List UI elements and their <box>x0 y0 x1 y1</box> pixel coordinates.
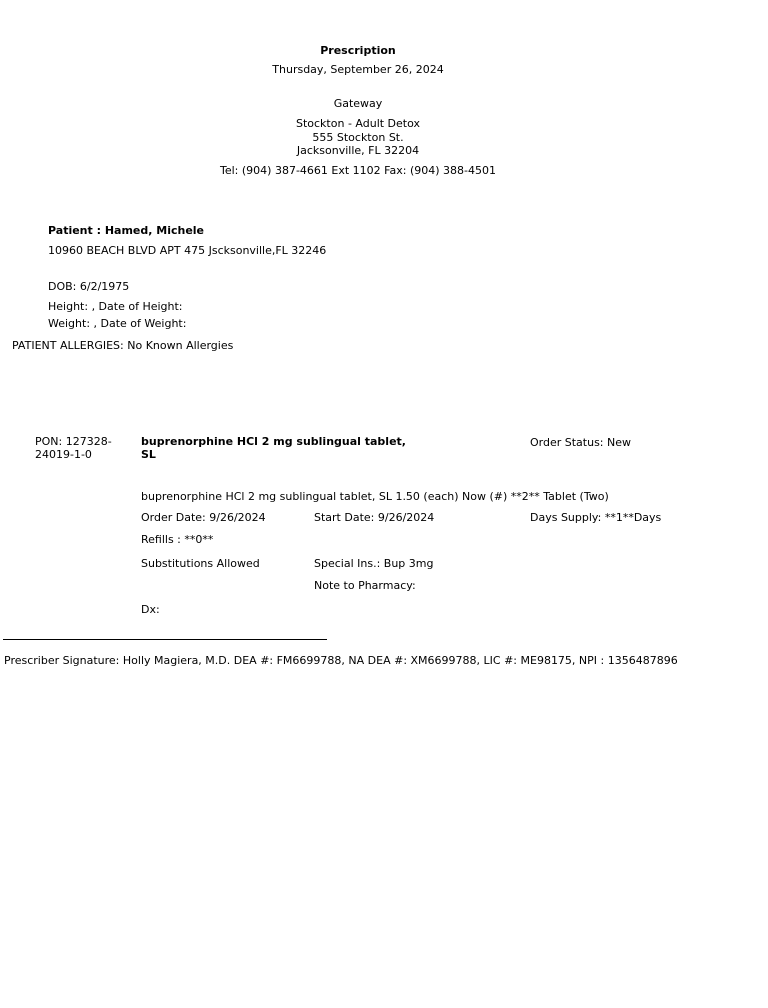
facility-address-line2: Jacksonville, FL 32204 <box>296 144 420 157</box>
patient-height: Height: , Date of Height: <box>48 300 183 313</box>
prescriber-signature: Prescriber Signature: Holly Magiera, M.D. DEA #: FM6699788, NA DEA #: XM6699788, LIC #: ME98175, NPI : 1356487896 <box>4 654 678 667</box>
pon-number-line2: 24019-1-0 <box>35 448 92 461</box>
patient-dob: DOB: 6/2/1975 <box>48 280 130 293</box>
start-date: Start Date: 9/26/2024 <box>314 511 435 524</box>
org-name: Gateway <box>333 97 383 110</box>
prescription-sig: buprenorphine HCl 2 mg sublingual tablet, SL 1.50 (each) Now (#) **2** Tablet (Two) <box>141 490 609 503</box>
facility-name: Stockton - Adult Detox <box>295 117 421 130</box>
pon-number-line1: PON: 127328- <box>35 435 112 448</box>
days-supply: Days Supply: **1**Days <box>530 511 662 524</box>
signature-line <box>3 639 327 640</box>
facility-address-line1: 555 Stockton St. <box>312 131 404 144</box>
drug-name-line1: buprenorphine HCl 2 mg sublingual tablet, <box>141 435 406 448</box>
special-instructions: Special Ins.: Bup 3mg <box>314 557 434 570</box>
document-date: Thursday, September 26, 2024 <box>272 63 444 76</box>
note-to-pharmacy: Note to Pharmacy: <box>314 579 416 592</box>
patient-address: 10960 BEACH BLVD APT 475 Jscksonville,FL 32246 <box>48 244 327 257</box>
diagnosis: Dx: <box>141 603 160 616</box>
drug-name-line2: SL <box>141 448 156 461</box>
order-date: Order Date: 9/26/2024 <box>141 511 266 524</box>
patient-weight: Weight: , Date of Weight: <box>48 317 187 330</box>
order-status: Order Status: New <box>530 436 632 449</box>
patient-name: Patient : Hamed, Michele <box>48 224 205 237</box>
facility-contact: Tel: (904) 387-4661 Ext 1102 Fax: (904) 388-4501 <box>220 164 496 177</box>
patient-allergies: PATIENT ALLERGIES: No Known Allergies <box>12 339 234 352</box>
document-title: Prescription <box>320 44 396 57</box>
substitutions: Substitutions Allowed <box>141 557 260 570</box>
refills: Refills : **0** <box>141 533 214 546</box>
